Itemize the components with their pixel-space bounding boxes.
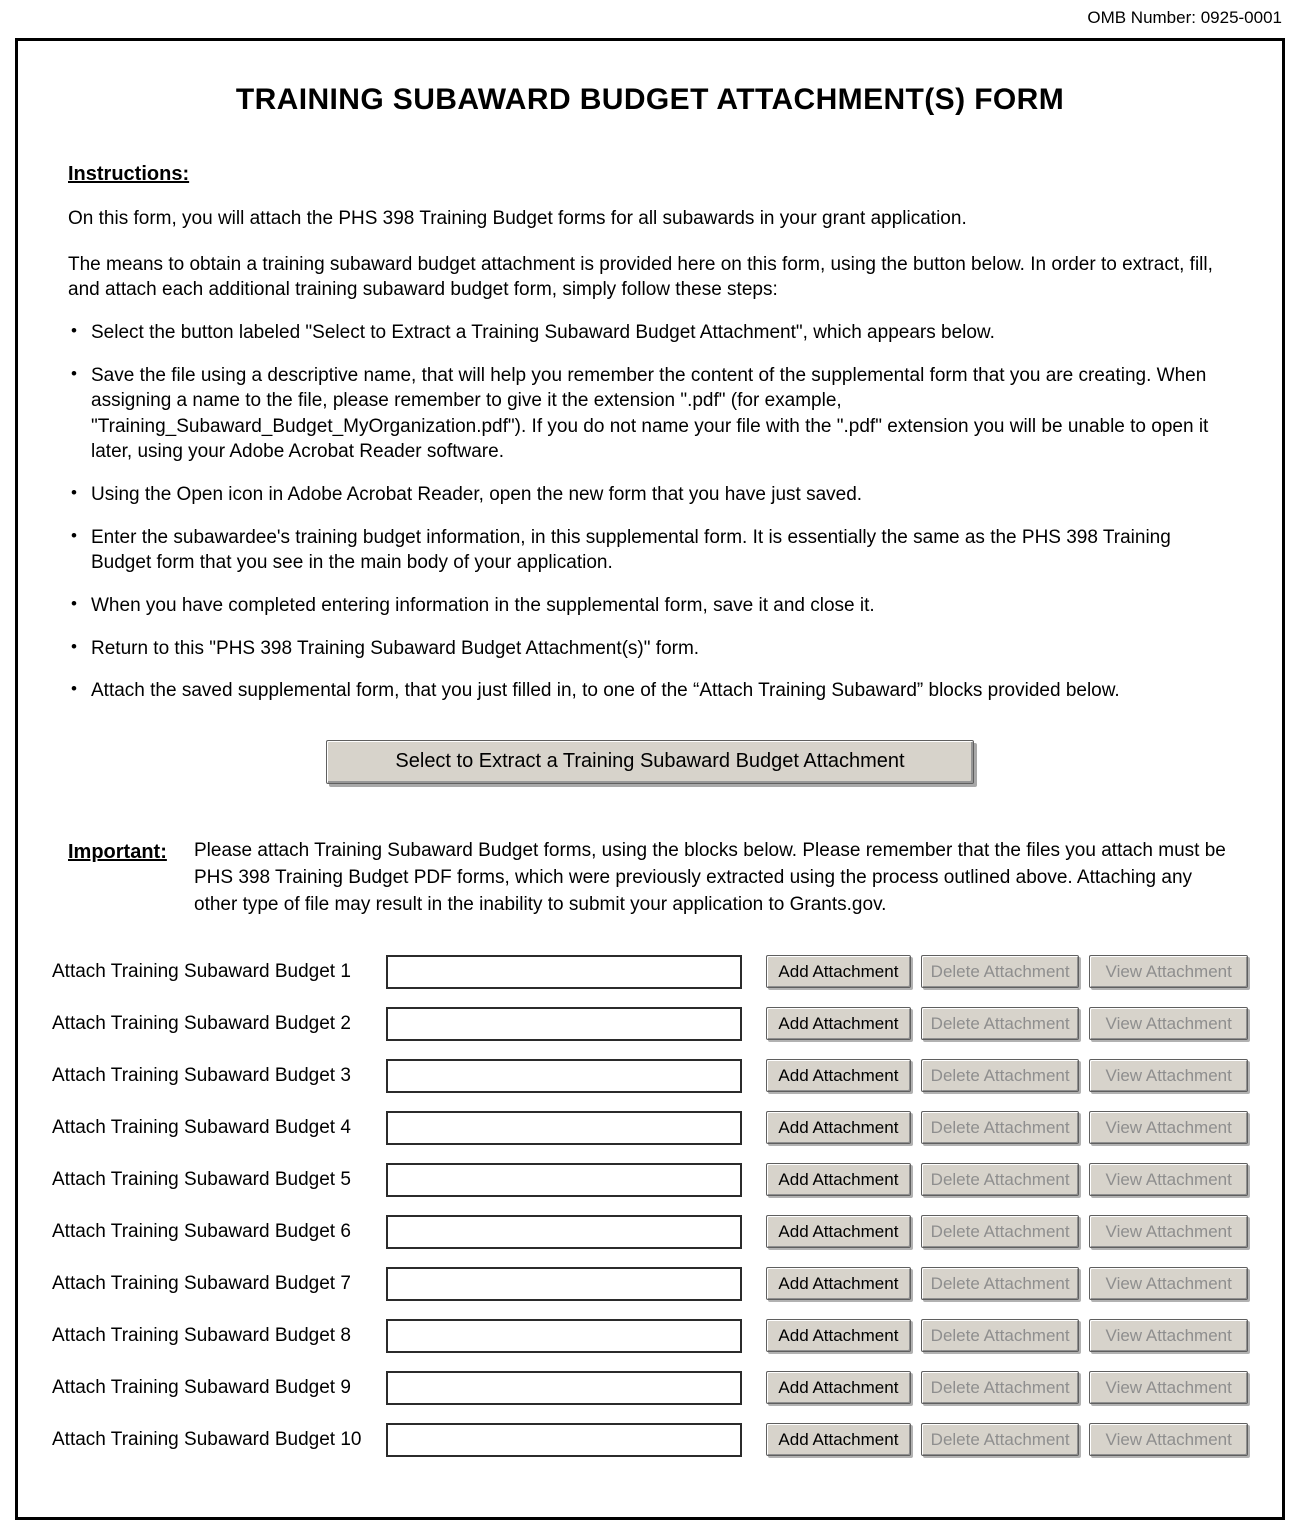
attachment-row-label: Attach Training Subaward Budget 3: [52, 1064, 351, 1086]
extract-training-subaward-budget-button[interactable]: Select to Extract a Training Subaward Budget Attachment: [326, 740, 974, 784]
add-attachment-button[interactable]: Add Attachment: [766, 1111, 911, 1144]
add-attachment-button[interactable]: Add Attachment: [766, 1007, 911, 1040]
view-attachment-button[interactable]: View Attachment: [1089, 1319, 1248, 1352]
attachment-row: [52, 1215, 1248, 1249]
attachment-row: [52, 1319, 1248, 1353]
attachment-filename-input[interactable]: [386, 1267, 742, 1301]
instructions-paragraph-1: On this form, you will attach the PHS 398 Training Budget forms for all subawards in your grant application.: [68, 208, 967, 229]
attachment-row-label: Attach Training Subaward Budget 9: [52, 1376, 351, 1398]
attachment-row: [52, 1267, 1248, 1301]
view-attachment-button[interactable]: View Attachment: [1089, 1423, 1248, 1456]
attachment-row-label: Attach Training Subaward Budget 10: [52, 1428, 362, 1450]
delete-attachment-button[interactable]: Delete Attachment: [921, 1371, 1080, 1404]
view-attachment-button[interactable]: View Attachment: [1089, 1059, 1248, 1092]
delete-attachment-button[interactable]: Delete Attachment: [921, 1319, 1080, 1352]
instructions-bullet-list: [68, 320, 1236, 704]
attachment-filename-input[interactable]: [386, 1319, 742, 1353]
view-attachment-button[interactable]: View Attachment: [1089, 1111, 1248, 1144]
delete-attachment-button[interactable]: Delete Attachment: [921, 1007, 1080, 1040]
delete-attachment-button[interactable]: Delete Attachment: [921, 1267, 1080, 1300]
important-section: [68, 838, 1238, 919]
view-attachment-button[interactable]: View Attachment: [1089, 1163, 1248, 1196]
form-container: [15, 38, 1285, 1520]
instruction-bullet: • Enter the subawardee's training budget information, in this supplemental form. It is essentially the same as the PHS 398 Training Budget form that you see in the main body of your application.: [68, 525, 1236, 576]
add-attachment-button[interactable]: Add Attachment: [766, 1215, 911, 1248]
delete-attachment-button[interactable]: Delete Attachment: [921, 1163, 1080, 1196]
attachment-filename-input[interactable]: [386, 1371, 742, 1405]
view-attachment-button[interactable]: View Attachment: [1089, 1007, 1248, 1040]
attachment-rows: [52, 955, 1248, 1457]
instruction-bullet: • Using the Open icon in Adobe Acrobat Reader, open the new form that you have just saved.: [68, 482, 1236, 508]
attachment-row: [52, 1423, 1248, 1457]
add-attachment-button[interactable]: Add Attachment: [766, 1319, 911, 1352]
omb-number: OMB Number: 0925-0001: [1087, 8, 1282, 27]
instruction-bullet: • Save the file using a descriptive name, that will help you remember the content of the supplemental form that you are creating. When assigning a name to the file, please remember to give it the extension ".pdf" (for example, "Training_Subaward_Budget_MyOrganization.pdf"). If you do not name your file with the ".pdf" extension you will be unable to open it later, using your Adobe Acrobat Reader software.: [68, 363, 1236, 466]
delete-attachment-button[interactable]: Delete Attachment: [921, 1423, 1080, 1456]
attachment-filename-input[interactable]: [386, 1215, 742, 1249]
attachment-row-label: Attach Training Subaward Budget 5: [52, 1168, 351, 1190]
attachment-row-label: Attach Training Subaward Budget 4: [52, 1116, 351, 1138]
add-attachment-button[interactable]: Add Attachment: [766, 1423, 911, 1456]
attachment-filename-input[interactable]: [386, 1423, 742, 1457]
instructions-paragraph-2: The means to obtain a training subaward budget attachment is provided here on this form, using the button below. In order to extract, fill, and attach each additional training subaward budget form, simply follow these steps:: [68, 253, 1213, 301]
delete-attachment-button[interactable]: Delete Attachment: [921, 955, 1080, 988]
view-attachment-button[interactable]: View Attachment: [1089, 1371, 1248, 1404]
important-heading: Important:: [68, 840, 167, 863]
delete-attachment-button[interactable]: Delete Attachment: [921, 1215, 1080, 1248]
attachment-row-label: Attach Training Subaward Budget 2: [52, 1012, 351, 1034]
instruction-bullet: • When you have completed entering information in the supplemental form, save it and close it.: [68, 593, 1236, 619]
add-attachment-button[interactable]: Add Attachment: [766, 1371, 911, 1404]
view-attachment-button[interactable]: View Attachment: [1089, 1215, 1248, 1248]
instruction-bullet: • Return to this "PHS 398 Training Subaward Budget Attachment(s)" form.: [68, 636, 1236, 662]
instructions-heading: Instructions:: [68, 163, 190, 185]
attachment-row: [52, 955, 1248, 989]
add-attachment-button[interactable]: Add Attachment: [766, 1059, 911, 1092]
add-attachment-button[interactable]: Add Attachment: [766, 1163, 911, 1196]
add-attachment-button[interactable]: Add Attachment: [766, 1267, 911, 1300]
attachment-filename-input[interactable]: [386, 1111, 742, 1145]
attachment-filename-input[interactable]: [386, 1059, 742, 1093]
view-attachment-button[interactable]: View Attachment: [1089, 955, 1248, 988]
attachment-row-label: Attach Training Subaward Budget 6: [52, 1220, 351, 1242]
attachment-row: [52, 1163, 1248, 1197]
attachment-row-label: Attach Training Subaward Budget 8: [52, 1324, 351, 1346]
instruction-bullet: • Attach the saved supplemental form, that you just filled in, to one of the “Attach Training Subaward” blocks provided below.: [68, 678, 1236, 704]
delete-attachment-button[interactable]: Delete Attachment: [921, 1111, 1080, 1144]
important-text: Please attach Training Subaward Budget forms, using the blocks below. Please remember that the files you attach must be PHS 398 Training Budget PDF forms, which were previously extracted using the process outlined above. Attaching any other type of file may result in the inability to submit your application to Grants.gov.: [194, 839, 1226, 915]
attachment-row: [52, 1111, 1248, 1145]
attachment-filename-input[interactable]: [386, 1007, 742, 1041]
attachment-filename-input[interactable]: [386, 955, 742, 989]
attachment-row-label: Attach Training Subaward Budget 1: [52, 960, 351, 982]
instructions-section: [68, 163, 1236, 704]
attachment-row: [52, 1059, 1248, 1093]
attachment-filename-input[interactable]: [386, 1163, 742, 1197]
attachment-row: [52, 1371, 1248, 1405]
add-attachment-button[interactable]: Add Attachment: [766, 955, 911, 988]
attachment-row: [52, 1007, 1248, 1041]
view-attachment-button[interactable]: View Attachment: [1089, 1267, 1248, 1300]
delete-attachment-button[interactable]: Delete Attachment: [921, 1059, 1080, 1092]
attachment-row-label: Attach Training Subaward Budget 7: [52, 1272, 351, 1294]
page-title: TRAINING SUBAWARD BUDGET ATTACHMENT(S) FORM: [235, 83, 1065, 116]
instruction-bullet: • Select the button labeled "Select to Extract a Training Subaward Budget Attachment", which appears below.: [68, 320, 1236, 346]
